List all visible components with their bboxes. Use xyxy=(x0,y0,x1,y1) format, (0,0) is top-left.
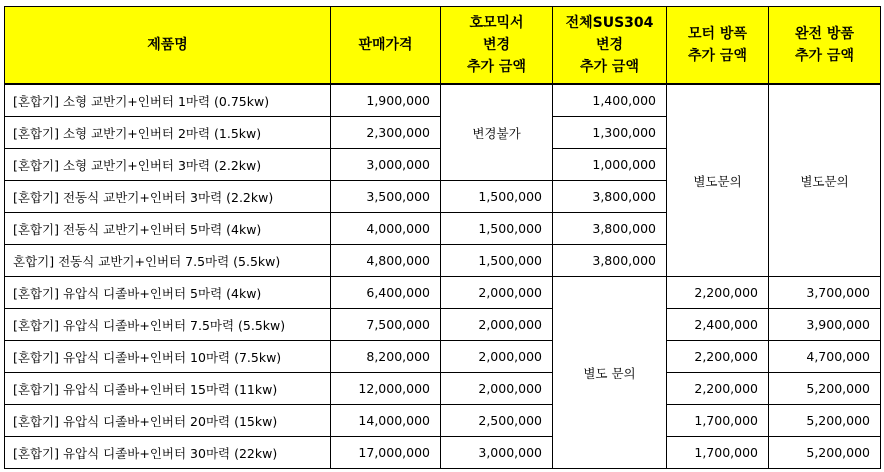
product-name: [혼합기] 유압식 디졸바+인버터 7.5마력 (5.5kw) xyxy=(5,309,331,341)
header-price xyxy=(331,7,441,85)
header-hopper-line-1: 호모믹서 xyxy=(469,15,524,31)
header-full-explosion xyxy=(769,7,881,85)
table-row xyxy=(5,405,881,437)
hopper-cell: 3,000,000 xyxy=(441,437,553,469)
price-cell: 17,000,000 xyxy=(331,437,441,469)
full-cell: 4,700,000 xyxy=(769,341,881,373)
table-row xyxy=(5,84,881,117)
header-motor-line-2: 추가 금액 xyxy=(688,48,747,64)
price-cell: 14,000,000 xyxy=(331,405,441,437)
header-motor-explosion xyxy=(667,7,769,85)
header-row xyxy=(5,7,881,85)
product-name: [혼합기] 소형 교반기+인버터 2마력 (1.5kw) xyxy=(5,117,331,149)
header-hopper-line-3: 추가 금액 xyxy=(467,59,526,75)
motor-cell: 2,400,000 xyxy=(667,309,769,341)
table-row xyxy=(5,437,881,469)
price-cell: 6,400,000 xyxy=(331,277,441,309)
header-motor-line-1: 모터 방폭 xyxy=(688,26,747,42)
product-name: [혼합기] 유압식 디졸바+인버터 10마력 (7.5kw) xyxy=(5,341,331,373)
hopper-cell: 2,000,000 xyxy=(441,309,553,341)
hopper-cell: 1,500,000 xyxy=(441,181,553,213)
motor-cell: 1,700,000 xyxy=(667,405,769,437)
price-cell: 3,500,000 xyxy=(331,181,441,213)
header-sus304-line-3: 추가 금액 xyxy=(580,59,639,75)
header-price-line: 판매가격 xyxy=(358,37,413,53)
price-cell: 7,500,000 xyxy=(331,309,441,341)
full-cell: 5,200,000 xyxy=(769,437,881,469)
motor-cell: 2,200,000 xyxy=(667,373,769,405)
product-name: [혼합기] 소형 교반기+인버터 1마력 (0.75kw) xyxy=(5,84,331,117)
header-sus304-line-2: 변경 xyxy=(595,37,624,53)
price-cell: 1,900,000 xyxy=(331,84,441,117)
header-full-line-2: 추가 금액 xyxy=(795,48,854,64)
table-row xyxy=(5,341,881,373)
price-cell: 4,000,000 xyxy=(331,213,441,245)
header-product-line: 제품명 xyxy=(147,37,188,53)
motor-cell: 2,200,000 xyxy=(667,277,769,309)
full-cell: 3,900,000 xyxy=(769,309,881,341)
motor-inquiry: 별도문의 xyxy=(667,84,769,277)
header-sus304-line-1: 전체SUS304 xyxy=(565,15,654,31)
price-cell: 4,800,000 xyxy=(331,245,441,277)
product-name: [혼합기] 소형 교반기+인버터 3마력 (2.2kw) xyxy=(5,149,331,181)
price-cell: 8,200,000 xyxy=(331,341,441,373)
hopper-cell: 2,000,000 xyxy=(441,341,553,373)
hopper-cell: 2,000,000 xyxy=(441,277,553,309)
sus304-cell: 3,800,000 xyxy=(553,245,667,277)
sus304-cell: 1,300,000 xyxy=(553,117,667,149)
sus304-cell: 1,000,000 xyxy=(553,149,667,181)
header-hopper-line-2: 변경 xyxy=(482,37,511,53)
sus304-inquiry: 별도 문의 xyxy=(553,277,667,469)
hopper-cell: 2,500,000 xyxy=(441,405,553,437)
product-name: [혼합기] 전동식 교반기+인버터 5마력 (4kw) xyxy=(5,213,331,245)
product-name: [혼합기] 유압식 디졸바+인버터 5마력 (4kw) xyxy=(5,277,331,309)
sus304-cell: 1,400,000 xyxy=(553,84,667,117)
hopper-cell: 2,000,000 xyxy=(441,373,553,405)
header-full-line-1: 완전 방품 xyxy=(795,26,854,42)
price-cell: 2,300,000 xyxy=(331,117,441,149)
table-row xyxy=(5,309,881,341)
price-cell: 12,000,000 xyxy=(331,373,441,405)
hopper-cell: 1,500,000 xyxy=(441,213,553,245)
full-cell: 5,200,000 xyxy=(769,405,881,437)
product-name: [혼합기] 전동식 교반기+인버터 3마력 (2.2kw) xyxy=(5,181,331,213)
full-cell: 3,700,000 xyxy=(769,277,881,309)
full-inquiry: 별도문의 xyxy=(769,84,881,277)
motor-cell: 1,700,000 xyxy=(667,437,769,469)
price-table xyxy=(4,6,881,469)
hopper-not-changeable: 변경불가 xyxy=(441,84,553,181)
table-row xyxy=(5,373,881,405)
table-row xyxy=(5,277,881,309)
product-name: [혼합기] 유압식 디졸바+인버터 30마력 (22kw) xyxy=(5,437,331,469)
product-name: [혼합기] 유압식 디졸바+인버터 20마력 (15kw) xyxy=(5,405,331,437)
full-cell: 5,200,000 xyxy=(769,373,881,405)
sus304-cell: 3,800,000 xyxy=(553,213,667,245)
product-name: 혼합기] 전동식 교반기+인버터 7.5마력 (5.5kw) xyxy=(5,245,331,277)
motor-cell: 2,200,000 xyxy=(667,341,769,373)
sus304-cell: 3,800,000 xyxy=(553,181,667,213)
product-name: [혼합기] 유압식 디졸바+인버터 15마력 (11kw) xyxy=(5,373,331,405)
header-product xyxy=(5,7,331,85)
header-hopper xyxy=(441,7,553,85)
price-cell: 3,000,000 xyxy=(331,149,441,181)
hopper-cell: 1,500,000 xyxy=(441,245,553,277)
header-sus304 xyxy=(553,7,667,85)
